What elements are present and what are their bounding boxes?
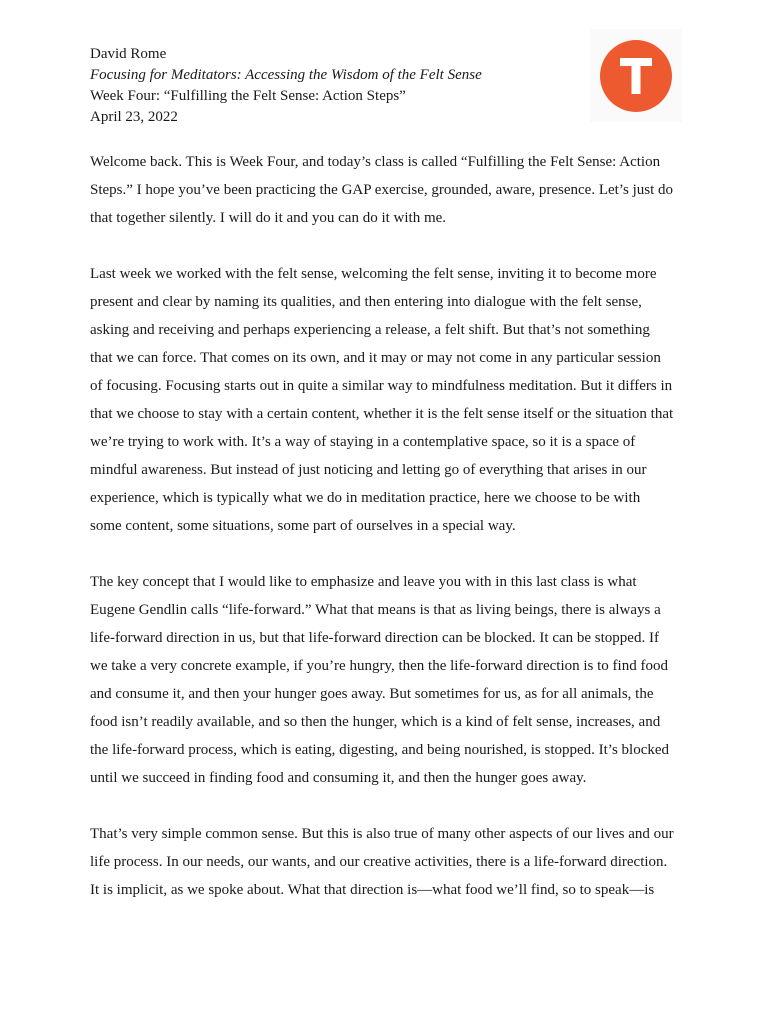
- document-date: April 23, 2022: [90, 109, 178, 125]
- text-line: experience, which is typically what we do in meditation practice, here we choose to be with: [90, 490, 641, 506]
- text-line: until we succeed in finding food and consuming it, and then the hunger goes away.: [90, 770, 587, 786]
- text-line: and consume it, and then your hunger goes away. But sometimes for us, as for all animals, the: [90, 686, 654, 702]
- text-line: asking and receiving and perhaps experiencing a release, a felt shift. But that’s not something: [90, 322, 650, 338]
- text-line: Eugene Gendlin calls “life-forward.” What that means is that as living beings, there is always a: [90, 602, 661, 618]
- text-line: present and clear by naming its qualities, and then entering into dialogue with the felt sense,: [90, 294, 642, 310]
- logo-circle: [600, 40, 672, 112]
- letter-t-icon: [618, 56, 654, 96]
- text-line: that we can force. That comes on its own, and it may or may not come in any particular session: [90, 350, 661, 366]
- document-header: [90, 44, 570, 128]
- text-line: Welcome back. This is Week Four, and today’s class is called “Fulfilling the Felt Sense: Action: [90, 154, 661, 170]
- text-line: that we choose to stay with a certain content, whether it is the felt sense itself or the situation that: [90, 406, 674, 422]
- text-line: It is implicit, as we spoke about. What that direction is—what food we’ll find, so to speak—is: [90, 882, 655, 898]
- document-body: [90, 148, 682, 932]
- text-line: some content, some situations, some part of ourselves in a special way.: [90, 518, 516, 534]
- text-line: Steps.” I hope you’ve been practicing the GAP exercise, grounded, aware, presence. Let’s just do: [90, 182, 673, 198]
- text-line: That’s very simple common sense. But this is also true of many other aspects of our lives and our: [90, 826, 674, 842]
- text-line: life process. In our needs, our wants, and our creative activities, there is a life-forward direction.: [90, 854, 668, 870]
- week-title: Week Four: “Fulfilling the Felt Sense: Action Steps”: [90, 88, 406, 104]
- paragraph-1: [90, 148, 682, 232]
- author-name: David Rome: [90, 46, 167, 62]
- paragraph-2: [90, 260, 682, 540]
- text-line: that together silently. I will do it and you can do it with me.: [90, 210, 447, 226]
- paragraph-3: [90, 568, 682, 792]
- text-line: Last week we worked with the felt sense, welcoming the felt sense, inviting it to become more: [90, 266, 657, 282]
- text-line: of focusing. Focusing starts out in quite a similar way to mindfulness meditation. But it differs in: [90, 378, 673, 394]
- text-line: food isn’t readily available, and so then the hunger, which is a kind of felt sense, increases, and: [90, 714, 661, 730]
- book-title: Focusing for Meditators: Accessing the Wisdom of the Felt Sense: [90, 67, 482, 83]
- text-line: life-forward direction in us, but that life-forward direction can be blocked. It can be stopped. If: [90, 630, 659, 646]
- paragraph-4: [90, 820, 682, 904]
- scribd-logo: [590, 29, 682, 122]
- text-line: we take a very concrete example, if you’re hungry, then the life-forward direction is to find food: [90, 658, 668, 674]
- text-line: The key concept that I would like to emphasize and leave you with in this last class is what: [90, 574, 637, 590]
- text-line: we’re trying to work with. It’s a way of staying in a contemplative space, so it is a space of: [90, 434, 636, 450]
- text-line: mindful awareness. But instead of just noticing and letting go of everything that arises in our: [90, 462, 647, 478]
- text-line: the life-forward process, which is eating, digesting, and being nourished, is stopped. It’s blocked: [90, 742, 670, 758]
